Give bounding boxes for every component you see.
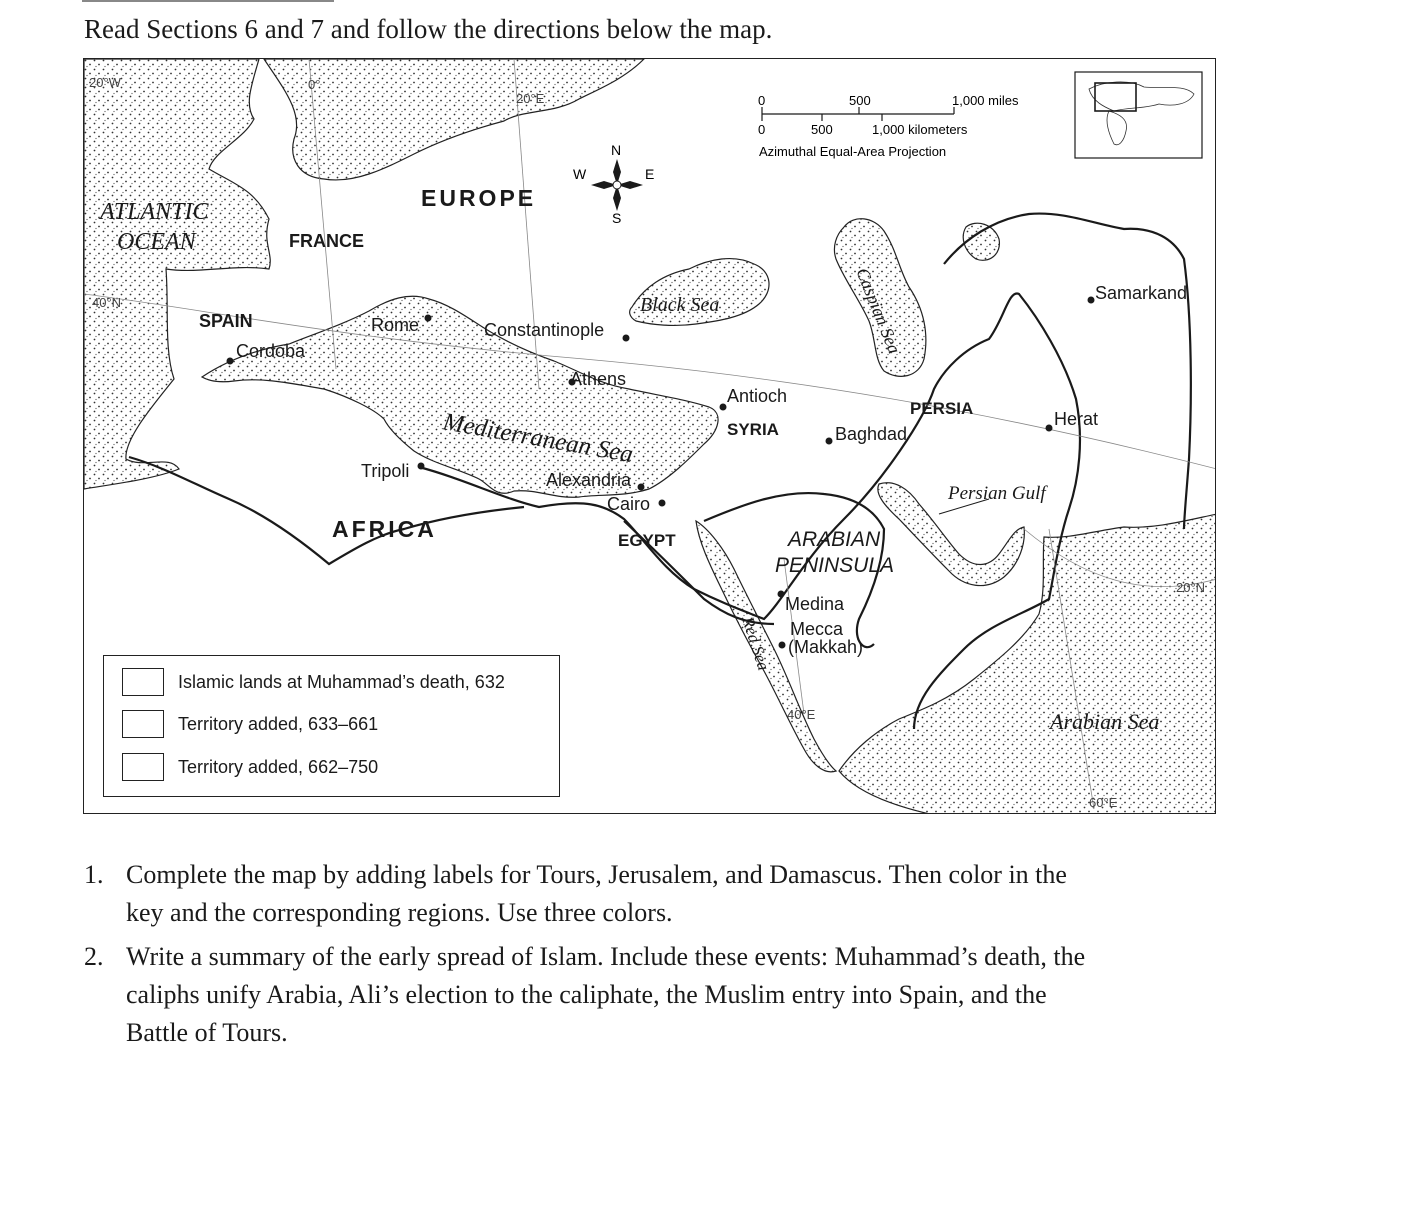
question-2-number: 2. (84, 942, 104, 971)
grid-20e: 20°E (516, 91, 545, 106)
arabian-sea-shape (839, 514, 1216, 814)
city-rome: Rome (371, 315, 420, 335)
legend-swatch-662-750 (122, 753, 164, 781)
aral-sea-shape (963, 223, 999, 260)
question-list (84, 856, 1104, 1058)
label-spain: SPAIN (199, 311, 253, 331)
city-athens: Athens (570, 369, 627, 389)
question-1 (84, 856, 1104, 932)
label-europe: EUROPE (421, 185, 537, 211)
scale-km-1000: 1,000 kilometers (872, 122, 968, 137)
label-black-sea: Black Sea (640, 294, 720, 316)
city-tripoli: Tripoli (361, 461, 410, 481)
city-baghdad: Baghdad (835, 424, 908, 444)
city-cairo: Cairo (607, 494, 651, 514)
question-2 (84, 938, 1104, 1052)
city-samarkand: Samarkand (1095, 283, 1188, 303)
city-medina: Medina (785, 594, 845, 614)
label-arabian-1: ARABIAN (788, 528, 881, 551)
city-herat: Herat (1054, 409, 1099, 429)
label-atlantic-1: ATLANTIC (100, 199, 209, 225)
label-caspian-sea: Caspian Sea (852, 265, 905, 357)
question-1-number: 1. (84, 860, 104, 889)
label-mediterranean: Mediterranean Sea (440, 408, 636, 469)
city-mecca-2: (Makkah) (788, 637, 864, 657)
scale-miles-500: 500 (849, 93, 871, 108)
compass-rose (573, 142, 654, 226)
question-2-text: Write a summary of the early spread of Islam. Include these events: Muhammad’s death, the caliphs unify Arabia, Ali’s election to the caliphate, the Muslim entry into Spain, and the Battle of Tours. (126, 942, 1086, 1047)
mediterranean-shape (202, 296, 718, 497)
city-alexandria: Alexandria (546, 470, 632, 490)
city-constantinople: Constantinople (484, 320, 605, 340)
atlantic-ocean-shape (84, 59, 270, 489)
city-cordoba: Cordoba (236, 341, 306, 361)
compass-n: N (611, 142, 622, 158)
label-egypt: EGYPT (618, 531, 676, 550)
grid-20w: 20°W (89, 75, 121, 90)
legend-label-632: Islamic lands at Muhammad’s death, 632 (178, 671, 505, 692)
grid-0: 0° (308, 77, 321, 92)
scale-miles-0: 0 (758, 93, 766, 108)
scale-bar (758, 93, 1019, 159)
legend-swatch-633-661 (122, 710, 164, 738)
instruction-text: Read Sections 6 and 7 and follow the directions below the map. (84, 14, 773, 44)
scale-km-0: 0 (758, 122, 766, 137)
city-antioch: Antioch (727, 386, 788, 406)
map-legend (103, 655, 560, 797)
label-arabian-sea: Arabian Sea (1050, 709, 1160, 734)
north-sea-shape (264, 59, 644, 180)
compass-s: S (612, 210, 622, 226)
question-1-text: Complete the map by adding labels for Tours, Jerusalem, and Damascus. Then color in the key and the corresponding regions. Use three colors. (126, 860, 1067, 927)
legend-label-633-661: Territory added, 633–661 (178, 713, 379, 734)
compass-e: E (645, 166, 655, 182)
label-persia: PERSIA (910, 399, 974, 418)
legend-row-632 (122, 666, 505, 698)
grid-60e: 60°E (1089, 795, 1118, 810)
grid-20n: 20°N (1176, 580, 1206, 595)
city-mecca-1: Mecca (790, 619, 844, 639)
label-atlantic-2: OCEAN (117, 229, 196, 255)
compass-w: W (573, 166, 587, 182)
legend-swatch-632 (122, 668, 164, 696)
scale-km-500: 500 (811, 122, 833, 137)
locator-inset (1075, 72, 1202, 158)
top-rule (82, 0, 334, 2)
scale-projection: Azimuthal Equal-Area Projection (759, 144, 947, 159)
legend-row-633-661 (122, 708, 378, 740)
label-red-sea: Red Sea (738, 614, 774, 673)
grid-40e: 40°E (787, 707, 816, 722)
scale-miles-1000: 1,000 miles (952, 93, 1019, 108)
label-arabian-2: PENINSULA (775, 554, 895, 577)
label-france: FRANCE (289, 231, 364, 251)
label-africa: AFRICA (332, 516, 437, 542)
grid-40n: 40°N (92, 295, 122, 310)
legend-label-662-750: Territory added, 662–750 (178, 756, 379, 777)
label-persian-gulf: Persian Gulf (948, 483, 1046, 504)
legend-row-662-750 (122, 751, 378, 783)
label-syria: SYRIA (727, 420, 779, 439)
